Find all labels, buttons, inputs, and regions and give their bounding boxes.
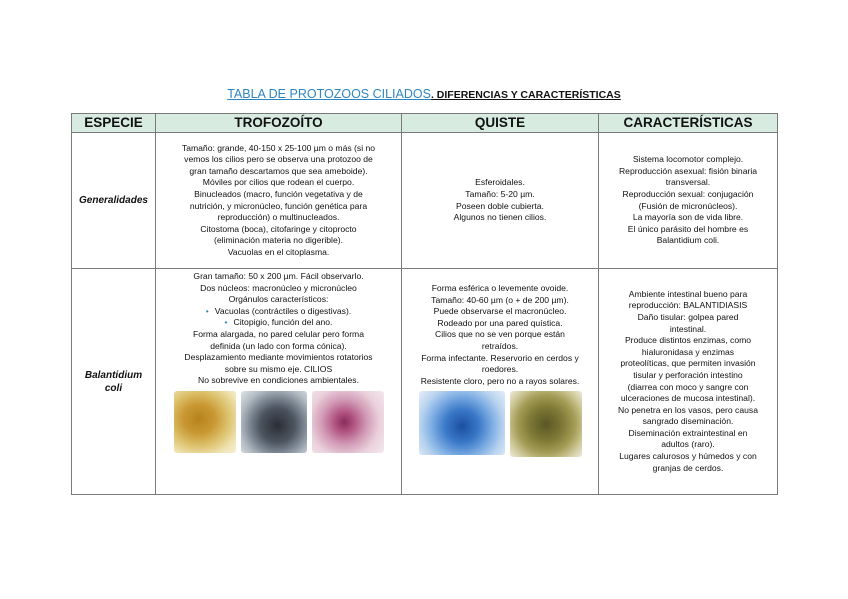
trophozoite-photo-1 [174,391,236,453]
text-line: reproducción) o multinucleados. [217,212,340,223]
trophozoite-photo-2 [241,391,307,453]
text-line: Móviles por cilios que rodean el cuerpo. [202,177,355,188]
text-line: Rodeado por una pared quística. [437,317,563,328]
text-line: Cilios que no se ven porque están [435,329,565,340]
text-line: Forma esférica o levemente ovoide. [431,283,569,293]
text-line: ulceraciones de mucosa intestinal). [620,393,756,404]
table-row-generalidades [72,133,778,269]
text-line: Algunos no tienen cilios. [453,212,547,223]
text-line: reproducción: BALANTIDIASIS [628,300,748,311]
text-line: Dos núcleos: macronúcleo y micronúcleo [200,282,357,293]
protozoa-table [71,113,778,495]
text-line: transversal. [665,177,711,188]
bullet-item [159,317,398,329]
text-line: nutrición, y micronúcleo, función genética para [189,200,368,211]
text-line: Orgánulos característicos: [228,294,329,305]
text-line: sobre su mismo eje. CILIOS [224,363,333,374]
quiste-cell [402,269,599,495]
tissue-section-photo [312,391,384,453]
header-especie: ESPECIE [72,114,156,133]
text-line: Forma alargada, no pared celular pero forma [192,328,364,339]
text-line: proteolíticas, que permiten invasión [620,358,756,369]
header-caracteristicas: CARACTERÍSTICAS [599,114,778,133]
text-line: Balantidium coli. [656,235,720,246]
text-line: Desplazamiento mediante movimientos rotatorios [184,352,373,363]
text-line: adultos (raro). [661,439,715,450]
text-line: Ambiente intestinal bueno para [628,288,748,299]
cyst-photo-2 [510,391,582,457]
text-line: Daño tisular: golpea pared [637,311,739,322]
text-line: Tamaño: 40-60 µm (o + de 200 µm). [431,294,569,305]
text-line: hialuronidasa y enzimas [641,346,735,357]
text-line: No sobrevive en condiciones ambientales. [198,375,359,386]
cyst-photo-1 [419,391,505,455]
text-line: sangrado diseminación. [642,416,734,427]
title-main: TABLA DE PROTOZOOS CILIADOS [227,87,431,101]
text-line: Gran tamaño: 50 x 200 µm. Fácil observarlo. [193,271,364,281]
bullet-text: Vacuolas (contráctiles o digestivas). [214,305,352,316]
text-line: Diseminación extraintestinal en [628,427,748,438]
text-line: La mayoría son de vida libre. [632,212,744,223]
text-line: Reproducción asexual: fisión binaria [618,165,758,176]
text-line: Produce distintos enzimas, como [624,335,752,346]
text-line: intestinal. [669,323,707,334]
header-trofozoito: TROFOZOÍTO [156,114,402,133]
text-line: tisular y perforación intestino [633,369,743,380]
text-line: El único parásito del hombre es [627,223,749,234]
bullet-dot-icon: • [224,317,228,328]
quiste-cell [402,133,599,269]
text-line: granjas de cerdos. [652,462,724,473]
document-title [0,86,848,103]
species-cell: Balantidium coli [72,269,156,495]
table-row-balantidium [72,269,778,495]
text-line: Esferoidales. [475,177,525,188]
text-line: Lugares calurosos y húmedos y con [619,451,757,462]
text-line: retraídos. [481,340,519,351]
species-cell: Generalidades [72,133,156,269]
text-line: Tamaño: 5-20 µm. [465,188,535,199]
text-line: gran tamaño descartamos que sea ameboide). [189,165,368,176]
caracteristicas-cell [599,133,778,269]
text-line: Poseen doble cubierta. [456,200,544,211]
text-line: definida (un lado con forma cónica). [210,340,347,351]
trofozoito-cell [156,269,402,495]
header-quiste: QUISTE [402,114,599,133]
trofozoito-cell [156,133,402,269]
bullet-item [159,306,398,318]
bullet-text: Citopigio, función del ano. [233,317,333,328]
trofozoito-images [159,391,398,453]
text-line: roedores. [481,364,519,375]
header-row [72,114,778,133]
text-line: vemos los cilios pero se observa una protozoo de [184,154,373,165]
text-line: (Fusión de micronúcleos). [638,200,738,211]
text-line: Tamaño: grande, 40-150 x 25-100 µm o más (si no [181,142,376,153]
text-line: Citostoma (boca), citofaringe y citoprocto [200,223,357,234]
text-line: Resistente cloro, pero no a rayos solares. [420,375,580,386]
text-line: Reproducción sexual: conjugación [622,188,754,199]
text-line: No penetra en los vasos, pero causa [618,404,758,415]
text-line: Forma infectante. Reservorio en cerdos y [421,352,579,363]
caracteristicas-cell [599,269,778,495]
title-sub: . DIFERENCIAS Y CARACTERÍSTICAS [430,89,621,101]
text-line: (diarrea con moco y sangre con [627,381,749,392]
text-line: (eliminación materia no digerible). [214,235,343,246]
text-line: Puede observarse el macronúcleo. [433,306,567,317]
text-line: Vacuolas en el citoplasma. [227,246,330,257]
bullet-dot-icon: • [205,305,209,316]
text-line: Sistema locomotor complejo. [632,154,744,165]
quiste-images [405,391,595,457]
text-line: Binucleados (macro, función vegetativa y de [194,188,363,199]
